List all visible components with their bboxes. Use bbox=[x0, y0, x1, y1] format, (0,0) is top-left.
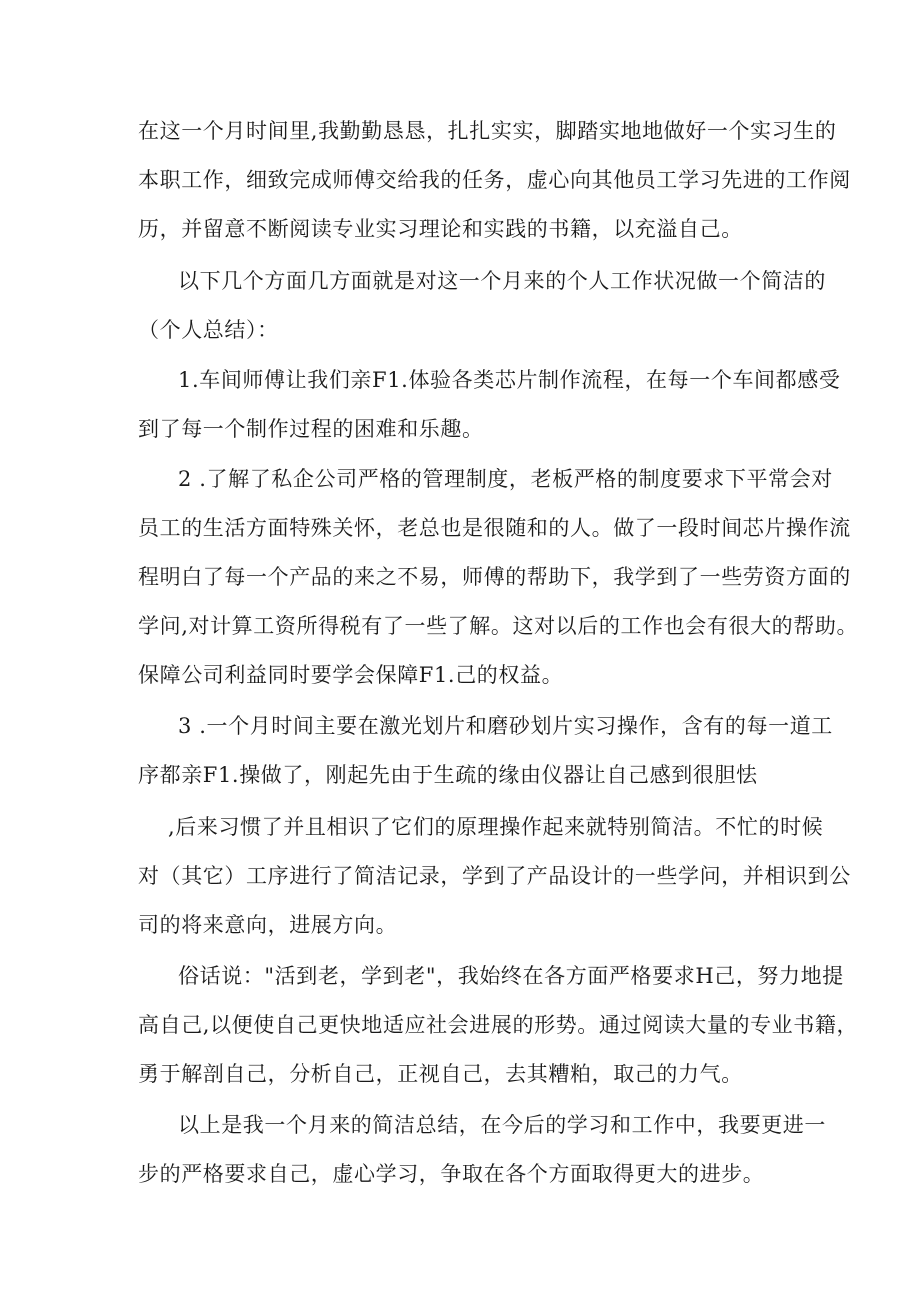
paragraph-3-line-2: 到了每一个制作过程的困难和乐趣。 bbox=[138, 417, 484, 441]
paragraph-7-line-2: 高自己,以便使自己更快地适应社会进展的形势。通过阅读大量的专业书籍， bbox=[138, 1013, 859, 1037]
paragraph-1-line-3: 历，并留意不断阅读专业实习理论和实践的书籍，以充溢自己。 bbox=[138, 217, 743, 241]
paragraph-2-line-2: （个人总结）： bbox=[138, 318, 279, 342]
paragraph-4-line-2: 员工的生活方面特殊关怀，老总也是很随和的人。做了一段时间芯片操作流 bbox=[138, 516, 851, 540]
paragraph-1-line-1: 在这一个月时间里,我勤勤恳恳，扎扎实实，脚踏实地地做好一个实习生的 bbox=[138, 119, 837, 143]
paragraph-7-line-1: 俗话说："活到老，学到老"，我始终在各方面严格要求H己，努力地提 bbox=[178, 964, 844, 988]
paragraph-6-line-2: 对（其它）工序进行了简洁记录，学到了产品设计的一些学问，并相识到公 bbox=[138, 864, 851, 888]
paragraph-4-line-4: 学问,对计算工资所得税有了一些了解。这对以后的工作也会有很大的帮助。 bbox=[138, 614, 859, 638]
paragraph-7-line-3: 勇于解剖自己，分析自己，正视自己，去其糟粕，取己的力气。 bbox=[138, 1062, 743, 1086]
paragraph-6-line-3: 司的将来意向，进展方向。 bbox=[138, 913, 398, 937]
paragraph-3-line-1: 1.车间师傅让我们亲F1.体验各类芯片制作流程，在每一个车间都感受 bbox=[178, 368, 841, 392]
paragraph-5-line-1: 3 .一个月时间主要在激光划片和磨砂划片实习操作，含有的每一道工 bbox=[178, 714, 833, 738]
paragraph-6-line-1: ,后来习惯了并且相识了它们的原理操作起来就特别简洁。不忙的时候 bbox=[168, 815, 824, 839]
paragraph-4-line-3: 程明白了每一个产品的来之不易，师傅的帮助下，我学到了一些劳资方面的 bbox=[138, 565, 851, 589]
paragraph-8-line-1: 以上是我一个月来的简洁总结，在今后的学习和工作中，我要更进一 bbox=[178, 1113, 826, 1137]
paragraph-5-line-2: 序都亲F1.操做了，刚起先由于生疏的缘由仪器让自己感到很胆怯 bbox=[138, 763, 758, 787]
paragraph-1-line-2: 本职工作，细致完成师傅交给我的任务，虚心向其他员工学习先进的工作阅 bbox=[138, 168, 851, 192]
paragraph-2-line-1: 以下几个方面几方面就是对这一个月来的个人工作状况做一个简洁的 bbox=[178, 269, 826, 293]
paragraph-8-line-2: 步的严格要求自己，虚心学习，争取在各个方面取得更大的进步。 bbox=[138, 1162, 765, 1186]
paragraph-4-line-1: 2 .了解了私企公司严格的管理制度，老板严格的制度要求下平常会对 bbox=[178, 467, 833, 491]
paragraph-4-line-5: 保障公司利益同时要学会保障F1.己的权益。 bbox=[138, 663, 564, 687]
